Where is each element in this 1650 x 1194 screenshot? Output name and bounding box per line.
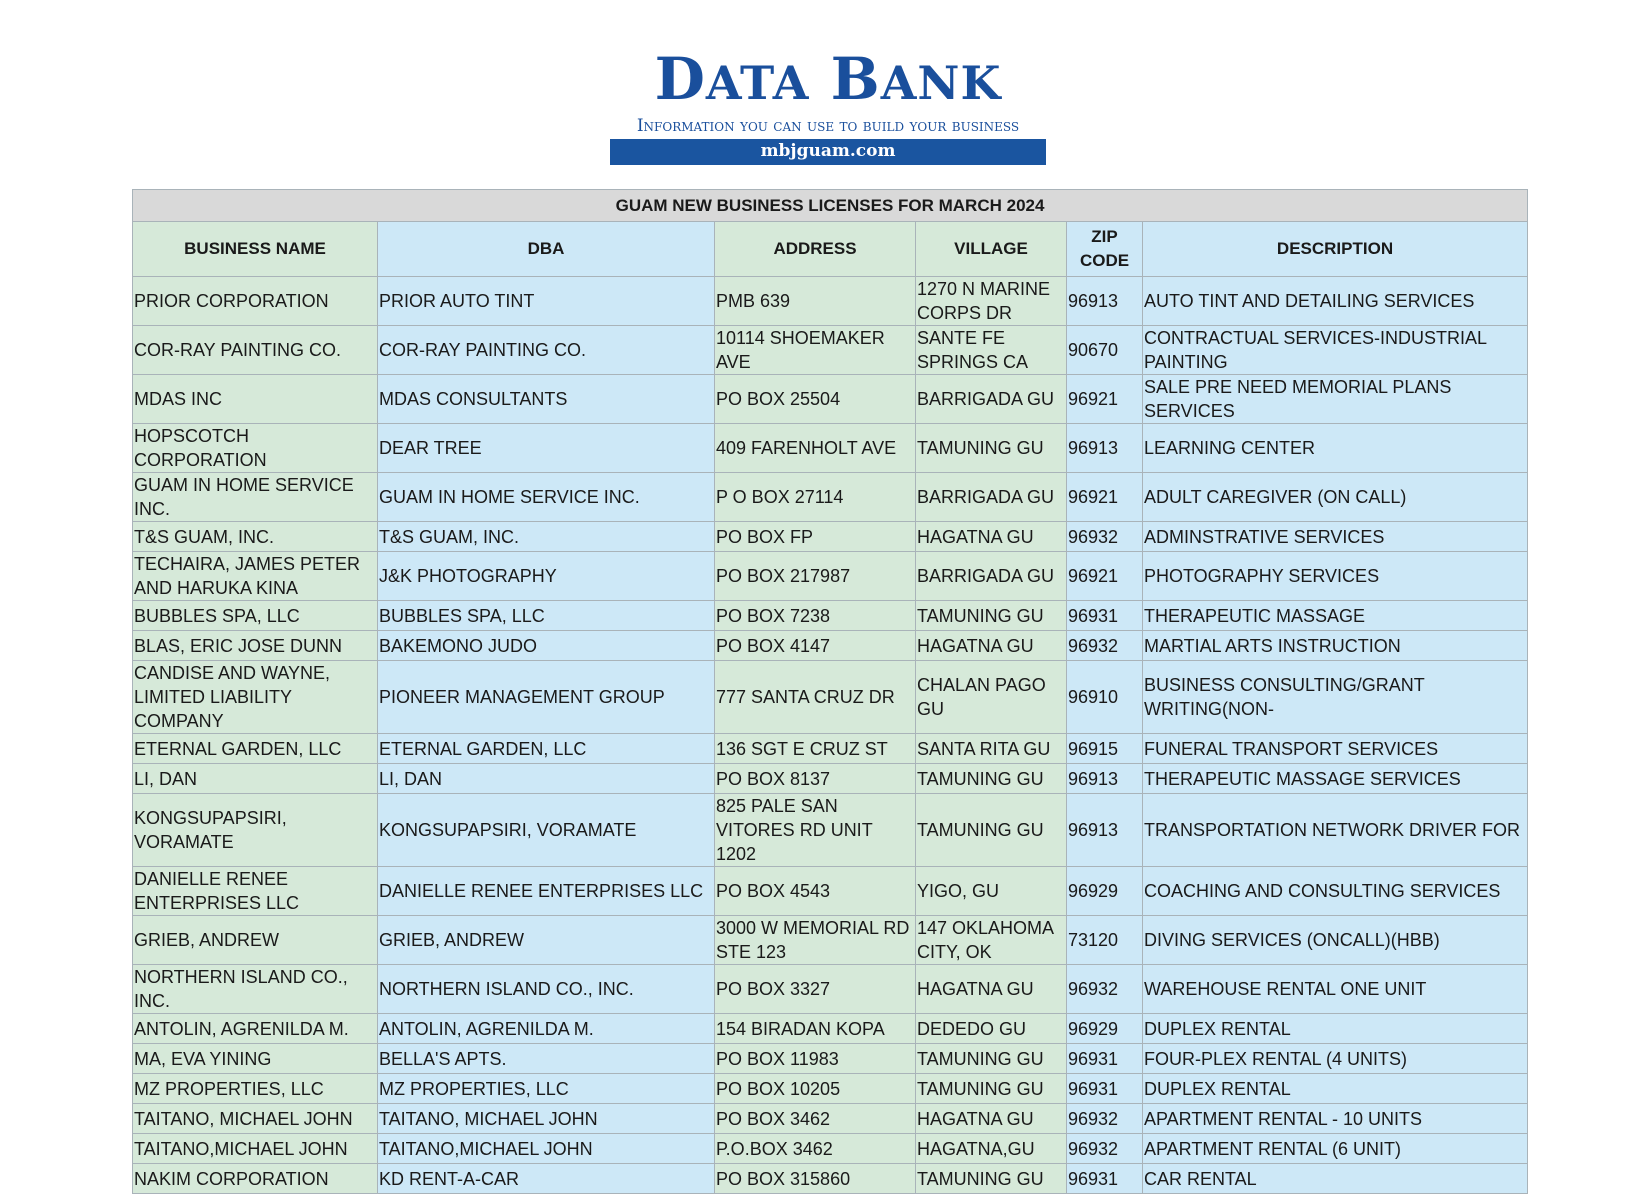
- logo-tagline: Information you can use to build your business: [636, 116, 1020, 136]
- cell-business-name: MDAS INC: [133, 375, 378, 424]
- cell-zip: 96910: [1067, 661, 1143, 734]
- cell-dba: ETERNAL GARDEN, LLC: [378, 734, 715, 764]
- cell-business-name: TAITANO,MICHAEL JOHN: [133, 1134, 378, 1164]
- logo-title-letter: D: [654, 45, 706, 113]
- cell-description: CONTRACTUAL SERVICES-INDUSTRIAL PAINTING: [1143, 326, 1528, 375]
- table-row: [133, 424, 1528, 473]
- table-row: [133, 601, 1528, 631]
- cell-zip: 96915: [1067, 734, 1143, 764]
- cell-village: SANTA RITA GU: [916, 734, 1067, 764]
- cell-address: PO BOX 4543: [715, 867, 916, 916]
- header-address: ADDRESS: [715, 222, 916, 277]
- cell-village: TAMUNING GU: [916, 1164, 1067, 1194]
- cell-zip: 96931: [1067, 1164, 1143, 1194]
- cell-village: TAMUNING GU: [916, 794, 1067, 867]
- table-row: [133, 631, 1528, 661]
- cell-dba: BUBBLES SPA, LLC: [378, 601, 715, 631]
- cell-description: PHOTOGRAPHY SERVICES: [1143, 552, 1528, 601]
- cell-business-name: LI, DAN: [133, 764, 378, 794]
- cell-dba: TAITANO,MICHAEL JOHN: [378, 1134, 715, 1164]
- cell-description: LEARNING CENTER: [1143, 424, 1528, 473]
- cell-business-name: KONGSUPAPSIRI, VORAMATE: [133, 794, 378, 867]
- cell-zip: 96931: [1067, 1074, 1143, 1104]
- table-row: [133, 867, 1528, 916]
- cell-business-name: BLAS, ERIC JOSE DUNN: [133, 631, 378, 661]
- cell-description: CAR RENTAL: [1143, 1164, 1528, 1194]
- cell-business-name: NORTHERN ISLAND CO., INC.: [133, 965, 378, 1014]
- cell-dba: BELLA'S APTS.: [378, 1044, 715, 1074]
- cell-zip: 96913: [1067, 794, 1143, 867]
- cell-dba: MZ PROPERTIES, LLC: [378, 1074, 715, 1104]
- cell-dba: MDAS CONSULTANTS: [378, 375, 715, 424]
- cell-address: PO BOX 25504: [715, 375, 916, 424]
- cell-zip: 96913: [1067, 277, 1143, 326]
- logo-title-word: ANK: [880, 56, 1002, 110]
- cell-address: PO BOX 4147: [715, 631, 916, 661]
- cell-village: HAGATNA GU: [916, 631, 1067, 661]
- cell-description: TRANSPORTATION NETWORK DRIVER FOR: [1143, 794, 1528, 867]
- cell-description: FUNERAL TRANSPORT SERVICES: [1143, 734, 1528, 764]
- cell-address: 154 BIRADAN KOPA: [715, 1014, 916, 1044]
- cell-zip: 96929: [1067, 867, 1143, 916]
- cell-zip: 96931: [1067, 1044, 1143, 1074]
- cell-village: BARRIGADA GU: [916, 473, 1067, 522]
- cell-description: APARTMENT RENTAL - 10 UNITS: [1143, 1104, 1528, 1134]
- cell-zip: 96913: [1067, 424, 1143, 473]
- cell-zip: 96932: [1067, 965, 1143, 1014]
- cell-address: 136 SGT E CRUZ ST: [715, 734, 916, 764]
- cell-village: TAMUNING GU: [916, 424, 1067, 473]
- cell-business-name: TECHAIRA, JAMES PETER AND HARUKA KINA: [133, 552, 378, 601]
- cell-dba: KONGSUPAPSIRI, VORAMATE: [378, 794, 715, 867]
- header-zip-code: ZIP CODE: [1067, 222, 1143, 277]
- cell-description: THERAPEUTIC MASSAGE: [1143, 601, 1528, 631]
- cell-address: PO BOX 8137: [715, 764, 916, 794]
- cell-description: DIVING SERVICES (ONCALL)(HBB): [1143, 916, 1528, 965]
- cell-zip: 73120: [1067, 916, 1143, 965]
- cell-business-name: T&S GUAM, INC.: [133, 522, 378, 552]
- cell-description: ADMINSTRATIVE SERVICES: [1143, 522, 1528, 552]
- logo-title-word: ATA: [705, 56, 810, 110]
- cell-village: HAGATNA,GU: [916, 1134, 1067, 1164]
- cell-business-name: CANDISE AND WAYNE, LIMITED LIABILITY COMPANY: [133, 661, 378, 734]
- cell-description: MARTIAL ARTS INSTRUCTION: [1143, 631, 1528, 661]
- cell-address: PO BOX 10205: [715, 1074, 916, 1104]
- cell-description: SALE PRE NEED MEMORIAL PLANS SERVICES: [1143, 375, 1528, 424]
- header-dba: DBA: [378, 222, 715, 277]
- cell-business-name: MA, EVA YINING: [133, 1044, 378, 1074]
- cell-village: DEDEDO GU: [916, 1014, 1067, 1044]
- table-row: [133, 1104, 1528, 1134]
- cell-address: PO BOX FP: [715, 522, 916, 552]
- cell-zip: 96921: [1067, 375, 1143, 424]
- cell-dba: DANIELLE RENEE ENTERPRISES LLC: [378, 867, 715, 916]
- cell-village: TAMUNING GU: [916, 1074, 1067, 1104]
- cell-zip: 96932: [1067, 631, 1143, 661]
- cell-address: PO BOX 217987: [715, 552, 916, 601]
- cell-village: BARRIGADA GU: [916, 375, 1067, 424]
- cell-dba: ANTOLIN, AGRENILDA M.: [378, 1014, 715, 1044]
- cell-village: 147 OKLAHOMA CITY, OK: [916, 916, 1067, 965]
- table-row: [133, 552, 1528, 601]
- cell-zip: 96921: [1067, 473, 1143, 522]
- table-row: [133, 1044, 1528, 1074]
- cell-dba: COR-RAY PAINTING CO.: [378, 326, 715, 375]
- table-row: [133, 375, 1528, 424]
- table-row: [133, 764, 1528, 794]
- header-business-name: BUSINESS NAME: [133, 222, 378, 277]
- cell-description: BUSINESS CONSULTING/GRANT WRITING(NON-: [1143, 661, 1528, 734]
- cell-address: 777 SANTA CRUZ DR: [715, 661, 916, 734]
- logo-title: [610, 45, 1046, 114]
- cell-zip: 96913: [1067, 764, 1143, 794]
- cell-address: 825 PALE SAN VITORES RD UNIT 1202: [715, 794, 916, 867]
- table-row: [133, 794, 1528, 867]
- table-row: [133, 1014, 1528, 1044]
- cell-address: 409 FARENHOLT AVE: [715, 424, 916, 473]
- cell-dba: BAKEMONO JUDO: [378, 631, 715, 661]
- cell-address: PO BOX 7238: [715, 601, 916, 631]
- business-licenses-table: [132, 189, 1528, 1194]
- cell-business-name: ETERNAL GARDEN, LLC: [133, 734, 378, 764]
- cell-description: COACHING AND CONSULTING SERVICES: [1143, 867, 1528, 916]
- cell-business-name: BUBBLES SPA, LLC: [133, 601, 378, 631]
- cell-zip: 96931: [1067, 601, 1143, 631]
- table-row: [133, 522, 1528, 552]
- cell-description: THERAPEUTIC MASSAGE SERVICES: [1143, 764, 1528, 794]
- logo-website: mbjguam.com: [610, 139, 1046, 165]
- logo-title-letter: B: [830, 45, 881, 113]
- cell-dba: KD RENT-A-CAR: [378, 1164, 715, 1194]
- cell-zip: 96921: [1067, 552, 1143, 601]
- cell-description: DUPLEX RENTAL: [1143, 1074, 1528, 1104]
- cell-village: HAGATNA GU: [916, 1104, 1067, 1134]
- cell-business-name: ANTOLIN, AGRENILDA M.: [133, 1014, 378, 1044]
- cell-description: WAREHOUSE RENTAL ONE UNIT: [1143, 965, 1528, 1014]
- header-description: DESCRIPTION: [1143, 222, 1528, 277]
- cell-dba: NORTHERN ISLAND CO., INC.: [378, 965, 715, 1014]
- cell-village: HAGATNA GU: [916, 522, 1067, 552]
- table-row: [133, 734, 1528, 764]
- table-row: [133, 661, 1528, 734]
- cell-address: 3000 W MEMORIAL RD STE 123: [715, 916, 916, 965]
- cell-zip: 96932: [1067, 522, 1143, 552]
- cell-dba: PIONEER MANAGEMENT GROUP: [378, 661, 715, 734]
- cell-description: APARTMENT RENTAL (6 UNIT): [1143, 1134, 1528, 1164]
- cell-business-name: DANIELLE RENEE ENTERPRISES LLC: [133, 867, 378, 916]
- cell-dba: TAITANO, MICHAEL JOHN: [378, 1104, 715, 1134]
- cell-dba: GRIEB, ANDREW: [378, 916, 715, 965]
- cell-village: CHALAN PAGO GU: [916, 661, 1067, 734]
- cell-business-name: NAKIM CORPORATION: [133, 1164, 378, 1194]
- cell-address: 10114 SHOEMAKER AVE: [715, 326, 916, 375]
- cell-village: TAMUNING GU: [916, 1044, 1067, 1074]
- cell-dba: J&K PHOTOGRAPHY: [378, 552, 715, 601]
- cell-dba: LI, DAN: [378, 764, 715, 794]
- cell-zip: 96932: [1067, 1134, 1143, 1164]
- cell-dba: GUAM IN HOME SERVICE INC.: [378, 473, 715, 522]
- cell-description: AUTO TINT AND DETAILING SERVICES: [1143, 277, 1528, 326]
- table-row: [133, 1074, 1528, 1104]
- cell-business-name: GUAM IN HOME SERVICE INC.: [133, 473, 378, 522]
- cell-business-name: GRIEB, ANDREW: [133, 916, 378, 965]
- cell-business-name: PRIOR CORPORATION: [133, 277, 378, 326]
- cell-business-name: COR-RAY PAINTING CO.: [133, 326, 378, 375]
- cell-village: TAMUNING GU: [916, 601, 1067, 631]
- cell-description: DUPLEX RENTAL: [1143, 1014, 1528, 1044]
- table-row: [133, 1134, 1528, 1164]
- table-row: [133, 916, 1528, 965]
- cell-address: PO BOX 3462: [715, 1104, 916, 1134]
- cell-address: PO BOX 3327: [715, 965, 916, 1014]
- table-row: [133, 277, 1528, 326]
- cell-description: ADULT CAREGIVER (ON CALL): [1143, 473, 1528, 522]
- table-row: [133, 965, 1528, 1014]
- cell-dba: DEAR TREE: [378, 424, 715, 473]
- cell-village: YIGO, GU: [916, 867, 1067, 916]
- cell-village: TAMUNING GU: [916, 764, 1067, 794]
- cell-zip: 90670: [1067, 326, 1143, 375]
- cell-zip: 96932: [1067, 1104, 1143, 1134]
- table-body: [133, 277, 1528, 1194]
- cell-address: P O BOX 27114: [715, 473, 916, 522]
- table-title: GUAM NEW BUSINESS LICENSES FOR MARCH 2024: [133, 190, 1528, 222]
- table-row: [133, 326, 1528, 375]
- cell-business-name: TAITANO, MICHAEL JOHN: [133, 1104, 378, 1134]
- cell-address: PMB 639: [715, 277, 916, 326]
- cell-dba: PRIOR AUTO TINT: [378, 277, 715, 326]
- cell-village: HAGATNA GU: [916, 965, 1067, 1014]
- cell-address: P.O.BOX 3462: [715, 1134, 916, 1164]
- cell-zip: 96929: [1067, 1014, 1143, 1044]
- cell-address: PO BOX 11983: [715, 1044, 916, 1074]
- cell-address: PO BOX 315860: [715, 1164, 916, 1194]
- cell-business-name: MZ PROPERTIES, LLC: [133, 1074, 378, 1104]
- table-row: [133, 1164, 1528, 1194]
- cell-dba: T&S GUAM, INC.: [378, 522, 715, 552]
- cell-village: SANTE FE SPRINGS CA: [916, 326, 1067, 375]
- table-row: [133, 473, 1528, 522]
- cell-business-name: HOPSCOTCH CORPORATION: [133, 424, 378, 473]
- data-bank-logo: [610, 45, 1046, 165]
- cell-village: 1270 N MARINE CORPS DR: [916, 277, 1067, 326]
- header-village: VILLAGE: [916, 222, 1067, 277]
- cell-village: BARRIGADA GU: [916, 552, 1067, 601]
- cell-description: FOUR-PLEX RENTAL (4 UNITS): [1143, 1044, 1528, 1074]
